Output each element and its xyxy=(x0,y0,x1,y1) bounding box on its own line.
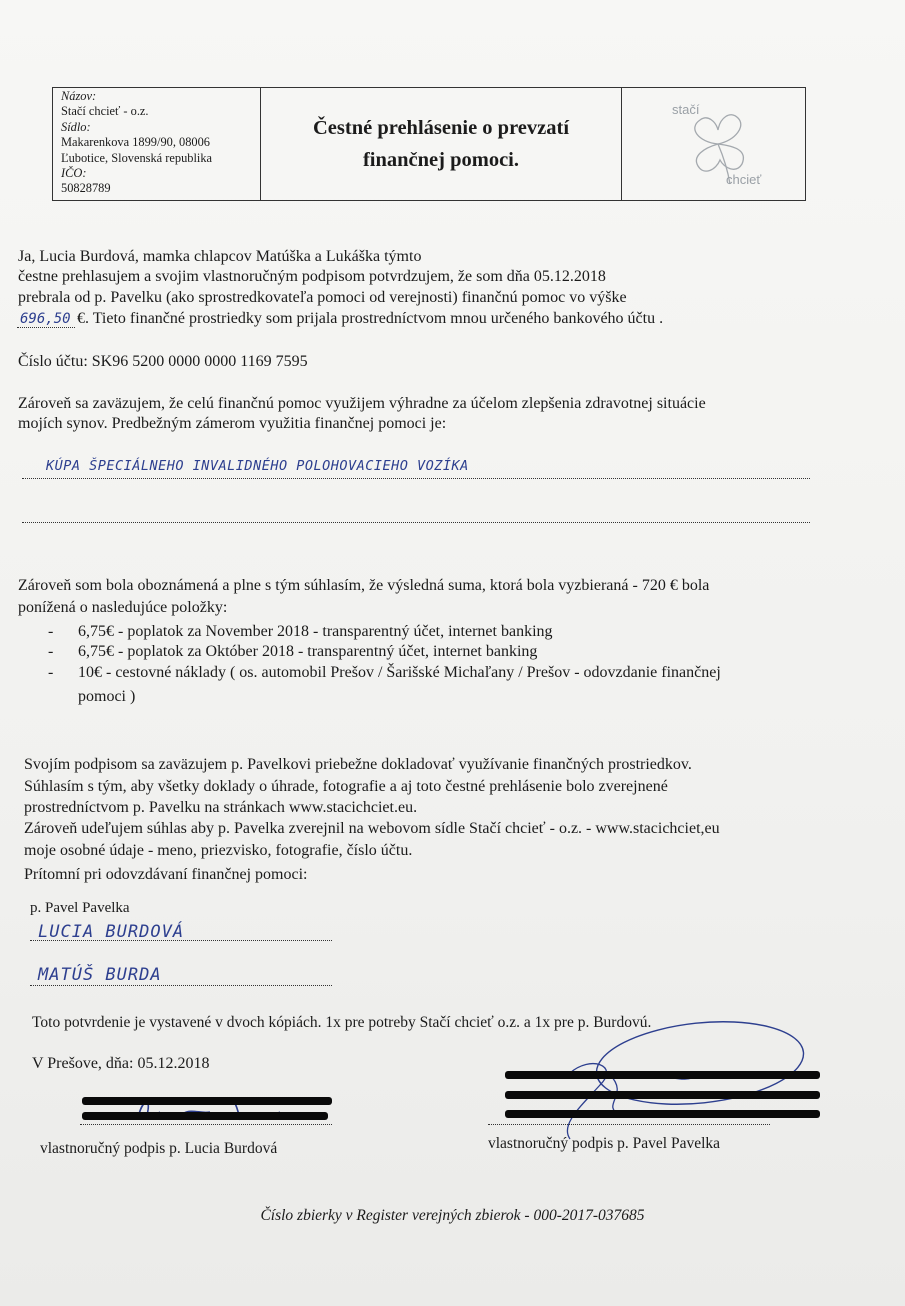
consent-line-3: prostredníctvom p. Pavelku na stránkach www.stacichciet.eu. xyxy=(24,799,418,816)
witness-2-handwritten: MATÚŠ BURDA xyxy=(38,965,162,985)
ico-label: IČO: xyxy=(61,166,87,181)
document-header xyxy=(52,87,806,201)
consent-line-4: Zároveň udeľujem súhlas aby p. Pavelka zverejnil na webovom sídle Stačí chcieť - o.z. - www.stacichciet,eu xyxy=(24,820,720,837)
copies-statement: Toto potvrdenie je vystavené v dvoch kópiách. 1x pre potreby Stačí chcieť o.z. a 1x pre p. Burdovú. xyxy=(32,1014,652,1031)
deduction-item-3-cont: pomoci ) xyxy=(78,688,136,705)
right-signature-label: vlastnoručný podpis p. Pavel Pavelka xyxy=(488,1135,721,1152)
amount-dotted-line xyxy=(17,327,75,328)
present-label: Prítomní pri odovzdávaní finančnej pomoci: xyxy=(24,866,308,883)
redaction-bar xyxy=(82,1112,328,1120)
right-signature-line xyxy=(488,1124,770,1125)
amount-handwritten: 696,50 xyxy=(20,311,71,327)
consent-line-1: Svojím podpisom sa zaväzujem p. Pavelkovi priebežne dokladovať využívanie finančných prostriedkov. xyxy=(24,756,692,773)
organization-info xyxy=(53,88,261,200)
right-signature-scribble xyxy=(500,1015,820,1145)
title-line-1: Čestné prehlásenie o prevzatí xyxy=(312,117,570,139)
seat-label: Sídlo: xyxy=(61,119,91,134)
redaction-bar xyxy=(505,1110,820,1118)
seat-line-1: Makarenkova 1899/90, 08006 xyxy=(61,135,211,150)
seat-line-2: Ľubotice, Slovenská republika xyxy=(61,150,213,165)
left-signature-line xyxy=(80,1124,332,1125)
deduction-item-2: - 6,75€ - poplatok za Október 2018 - transparentný účet, internet banking xyxy=(48,643,538,660)
present-name: p. Pavel Pavelka xyxy=(30,900,130,916)
deduction-line-2: ponížená o nasledujúce položky: xyxy=(18,599,228,616)
deduction-item-3: - 10€ - cestovné náklady ( os. automobil Prešov / Šarišské Michaľany / Prešov - odovzdanie finančnej xyxy=(48,664,721,681)
place-and-date: V Prešove, dňa: 05.12.2018 xyxy=(32,1055,210,1072)
title-line-2: finančnej pomoci. xyxy=(362,149,520,171)
deduction-item-1: - 6,75€ - poplatok za November 2018 - transparentný účet, internet banking xyxy=(48,623,553,640)
deduction-line-1: Zároveň som bola oboznámená a plne s tým súhlasím, že výsledná suma, ktorá bola vyzbieraná - 720 € bola xyxy=(18,577,710,594)
intro-line-1: Ja, Lucia Burdová, mamka chlapcov Matúška a Lukáška týmto xyxy=(18,248,422,265)
purpose-line-1: Zároveň sa zaväzujem, že celú finančnú pomoc využijem výhradne za účelom zlepšenia zdravotnej situácie xyxy=(18,395,706,412)
witness-1-dotted-line xyxy=(30,940,332,941)
clover-logo-icon xyxy=(658,98,778,190)
witness-2-dotted-line xyxy=(30,985,332,986)
intro-line-3: prebrala od p. Pavelku (ako sprostredkovateľa pomoci od verejnosti) finančnú pomoc vo výške xyxy=(18,289,627,306)
name-label: Názov: xyxy=(61,89,97,103)
intro-line-4: €. Tieto finančné prostriedky som prijala prostredníctvom mnou určeného bankového účtu . xyxy=(77,310,664,327)
witness-1-handwritten: LUCIA BURDOVÁ xyxy=(38,922,185,942)
name-value: Stačí chcieť - o.z. xyxy=(61,104,149,119)
consent-line-2: Súhlasím s tým, aby všetky doklady o úhrade, fotografie a aj toto čestné prehlásenie bolo zverejnené xyxy=(24,778,668,795)
ico-value: 50828789 xyxy=(61,181,111,196)
logo-text-top: stačí xyxy=(672,102,700,117)
purpose-line-2: mojích synov. Predbežným zámerom využitia finančnej pomoci je: xyxy=(18,415,447,432)
logo-text-bottom: chcieť xyxy=(726,172,762,187)
redaction-bar xyxy=(505,1071,820,1079)
document-title xyxy=(261,88,622,200)
account-number: Číslo účtu: SK96 5200 0000 0000 1169 7595 xyxy=(18,353,308,370)
left-signature-label: vlastnoručný podpis p. Lucia Burdová xyxy=(40,1140,278,1157)
register-number-footer: Číslo zbierky v Register verejných zbierok - 000-2017-037685 xyxy=(260,1207,645,1224)
intro-line-2: čestne prehlasujem a svojim vlastnoručným podpisom potvrdzujem, že som dňa 05.12.2018 xyxy=(18,268,606,285)
logo-cell xyxy=(622,88,805,200)
redaction-bar xyxy=(82,1097,332,1105)
purpose-dotted-line-1 xyxy=(22,478,810,479)
purpose-handwritten: KÚPA ŠPECIÁLNEHO INVALIDNÉHO POLOHOVACIEHO VOZÍKA xyxy=(46,458,469,474)
consent-line-5: moje osobné údaje - meno, priezvisko, fotografie, číslo účtu. xyxy=(24,842,413,859)
redaction-bar xyxy=(505,1091,820,1099)
purpose-dotted-line-2 xyxy=(22,522,810,523)
